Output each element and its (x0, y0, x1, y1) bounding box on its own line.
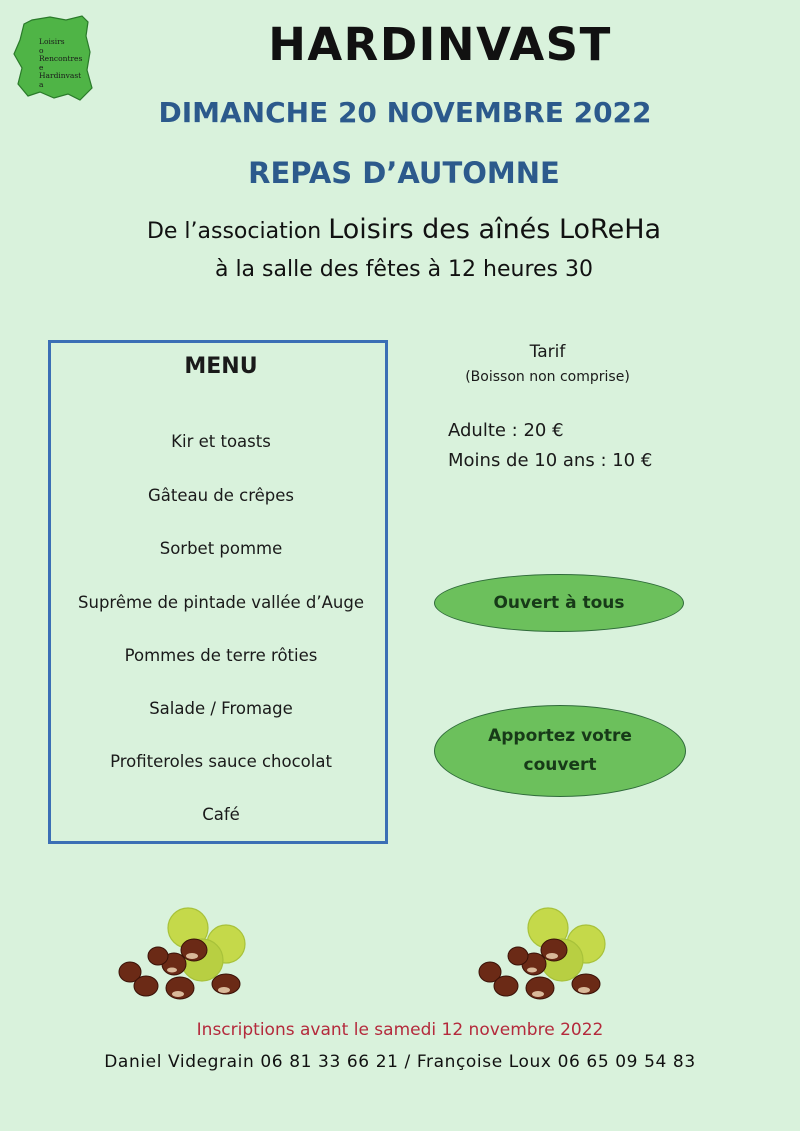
registration-deadline: Inscriptions avant le samedi 12 novembre 2022 (196, 1020, 604, 1040)
logo-line: o (39, 45, 44, 55)
open-to-all-label: Ouvert à tous (493, 593, 625, 613)
bring-cutlery-line2: couvert (523, 755, 597, 775)
logo-line: e (39, 62, 44, 72)
chestnuts-left (118, 898, 253, 1008)
tarif-note: (Boisson non comprise) (465, 369, 630, 385)
association-name: Loisirs des aînés LoReHa (328, 214, 662, 245)
association-line (0, 214, 800, 245)
open-to-all-badge (434, 574, 684, 632)
menu-item: Profiteroles sauce chocolat (110, 752, 332, 771)
bring-cutlery-badge (434, 705, 686, 797)
bring-cutlery-line1: Apportez votre (488, 726, 632, 746)
chestnuts-right (478, 898, 613, 1008)
logo-line: Loisirs (39, 37, 65, 46)
price-adult: Adulte : 20 € (448, 420, 564, 441)
menu-item: Salade / Fromage (149, 699, 293, 718)
menu-item: Pommes de terre rôties (124, 646, 318, 665)
page-title: HARDINVAST (268, 18, 612, 71)
menu-item: Café (202, 805, 240, 824)
menu-item: Gâteau de crêpes (147, 486, 295, 505)
chestnut-icon (478, 898, 613, 1008)
menu-item: Suprême de pintade vallée d’Auge (78, 593, 364, 612)
logo-line: a (39, 79, 44, 89)
chestnut-icon (118, 898, 253, 1008)
menu-item: Sorbet pomme (159, 539, 283, 558)
logo-line: Rencontres (39, 54, 83, 64)
venue-line: à la salle des fêtes à 12 heures 30 (214, 257, 594, 282)
event-date: DIMANCHE 20 NOVEMBRE 2022 (158, 96, 652, 129)
contact-line: Daniel Videgrain 06 81 33 66 21 / Françoise Loux 06 65 09 54 83 (104, 1052, 696, 1072)
menu-item: Kir et toasts (171, 432, 271, 451)
association-prefix: De l’association (146, 219, 329, 244)
menu-title: MENU (184, 354, 258, 379)
tarif-title: Tarif (529, 342, 566, 362)
price-child: Moins de 10 ans : 10 € (448, 450, 653, 471)
logo-line: Hardinvast (39, 71, 82, 81)
event-name: REPAS D’AUTOMNE (248, 156, 560, 190)
